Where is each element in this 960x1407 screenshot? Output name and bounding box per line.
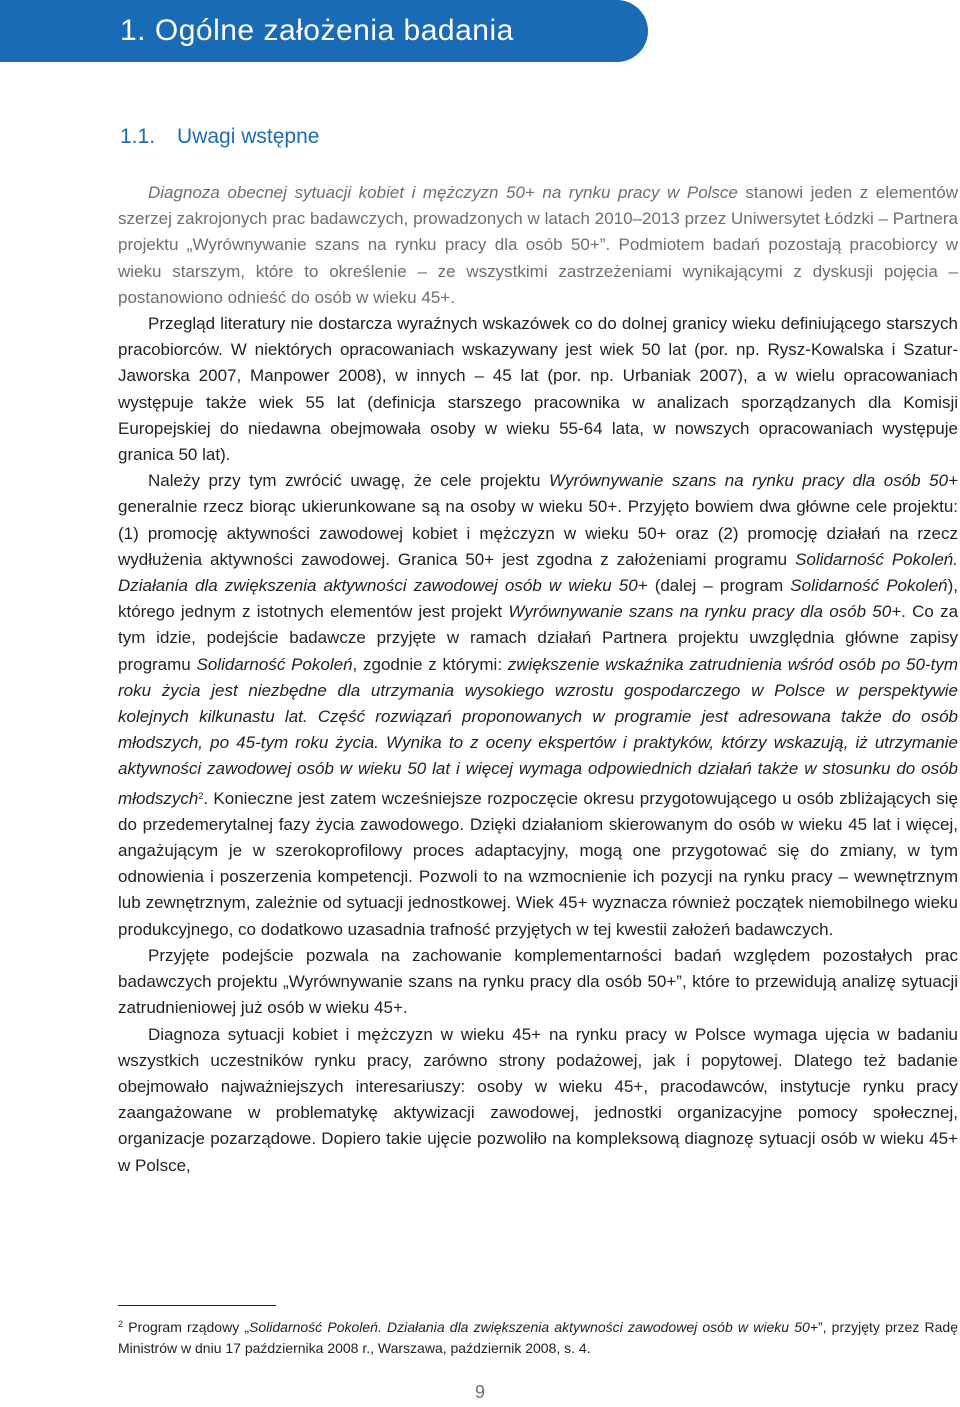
chapter-title: 1. Ogólne założenia badania	[120, 14, 514, 47]
footnote-ref[interactable]: 2	[198, 790, 204, 801]
section-number: 1.1.	[120, 125, 156, 148]
chapter-banner	[0, 0, 648, 62]
footnote: $^2$ Program rządowy „Solidarność Pokoleń. Działania dla zwiększenia aktywności zawodowej osób w wieku 50+”, przyjęty przez Radę Ministrów w dniu 17 października 2008 r., Warszawa, październik 2008, s. 4.	[118, 1319, 958, 1356]
paragraph-3: Należy przy tym zwrócić uwagę, że cele projektu Wyrównywanie szans na rynku pracy dla osób 50+ generalnie rzecz biorąc ukierunkowane są na osoby w wieku 50+. Przyjęto bowiem dwa główne cele projektu: (1) promocję aktywności zawodowej kobiet i mężczyzn w wieku 50+ oraz (2) promocję działań na rzecz wydłużenia aktywności zawodowej. Granica 50+ jest zgodna z założeniami programu Solidarność Pokoleń. Działania dla zwiększenia aktywności zawodowej osób w wieku 50+ (dalej – program Solidarność Pokoleń), którego jednym z istotnych elementów jest projekt Wyrównywanie szans na rynku pracy dla osób 50+. Co za tym idzie, podejście badawcze przyjęte w ramach działań Partnera projektu uwzględnia główne zapisy programu Solidarność Pokoleń, zgodnie z którymi: zwiększenie wskaźnika zatrudnienia wśród osób po 50-tym roku życia jest niezbędne dla utrzymania wysokiego wzrostu gospodarczego w Polsce w perspektywie kolejnych kilkunastu lat. Część rozwiązań proponowanych w programie jest adresowana także do osób młodszych, po 45-tym roku życia. Wynika to z oceny ekspertów i praktyków, którzy wskazują, iż utrzymanie aktywności zawodowej osób w wieku 50 lat i więcej wymaga odpowiednich działań także w stosunku do osób młodszych$^2$. Konieczne jest zatem wcześniejsze rozpoczęcie okresu przygotowującego u osób zbliżających się do przedemerytalnej fazy życia zawodowego. Dzięki działaniom skierowanym do osób w wieku 45 lat i więcej, angażującym je w szerokoprofilowy proces adaptacyjny, mogą one przygotować się do zmiany, w tym odnowienia i poszerzenia kompetencji. Pozwoli to na wzmocnienie ich pozycji na rynku pracy – wewnętrznym lub zewnętrznym, zależnie od sytuacji jednostkowej. Wiek 45+ wyznacza również początek niemobilnego wieku produkcyjnego, co dodatkowo uzasadnia trafność przyjętych w tej kwestii założeń badawczych.	[118, 471, 959, 939]
paragraph-1	[118, 180, 958, 311]
body-text	[118, 180, 958, 1179]
footnote-divider	[118, 1305, 276, 1306]
section-title: Uwagi wstępne	[177, 125, 320, 148]
paragraph-1-gray: Diagnoza obecnej sytuacji kobiet i mężczyzn 50+ na rynku pracy w Polsce stanowi jeden z elementów szerzej zakrojonych prac badawczych, prowadzonych w latach 2010–2013 przez Uniwersytet Łódzki – Partnera projektu „Wyrównywanie szans na rynku pracy dla osób 50+”. Podmiotem badań pozostają pracobiorcy w wieku starszym, które to określenie – ze wszystkimi zastrzeżeniami wynikającymi z dyskusji pojęcia – postanowiono odnieść do osób w wieku 45+.	[118, 183, 958, 307]
paragraph-5: Diagnoza sytuacji kobiet i mężczyzn w wieku 45+ na rynku pracy w Polsce wymaga ujęcia w badaniu wszystkich uczestników rynku pracy, zarówno strony podażowej, jak i popytowej. Dlatego też badanie obejmowało najważniejszych interesariuszy: osoby w wieku 45+, pracodawców, instytucje rynku pracy zaangażowane w problematykę aktywizacji zawodowej, jednostki organizacyjne pomocy społecznej, organizacje pozarządowe. Dopiero takie ujęcie pozwoliło na kompleksową diagnozę sytuacji osób w wieku 45+ w Polsce,	[118, 1024, 958, 1175]
paragraph-4: Przyjęte podejście pozwala na zachowanie komplementarności badań względem pozostałych prac badawczych projektu „Wyrównywanie szans na rynku pracy dla osób 50+”, które to przewidują analizę sytuacji zatrudnieniowej już osób w wieku 45+.	[118, 945, 958, 1018]
section-heading	[120, 125, 319, 149]
paragraph-2: Przegląd literatury nie dostarcza wyraźnych wskazówek co do dolnej granicy wieku definiującego starszych pracobiorców. W niektórych opracowaniach wskazywany jest wiek 50 lat (por. np. Rysz-Kowalska i Szatur-Jaworska 2007, Manpower 2008), w innych – 45 lat (por. np. Urbaniak 2007), a w wielu opracowaniach występuje także wiek 55 lat (definicja starszego pracownika w analizach sporządzanych dla Komisji Europejskiej do niedawna obejmowała osoby w wieku 55-64 lata, w nowszych opracowaniach występuje granica 50 lat).	[118, 314, 958, 465]
page-number: 9	[474, 1382, 485, 1402]
